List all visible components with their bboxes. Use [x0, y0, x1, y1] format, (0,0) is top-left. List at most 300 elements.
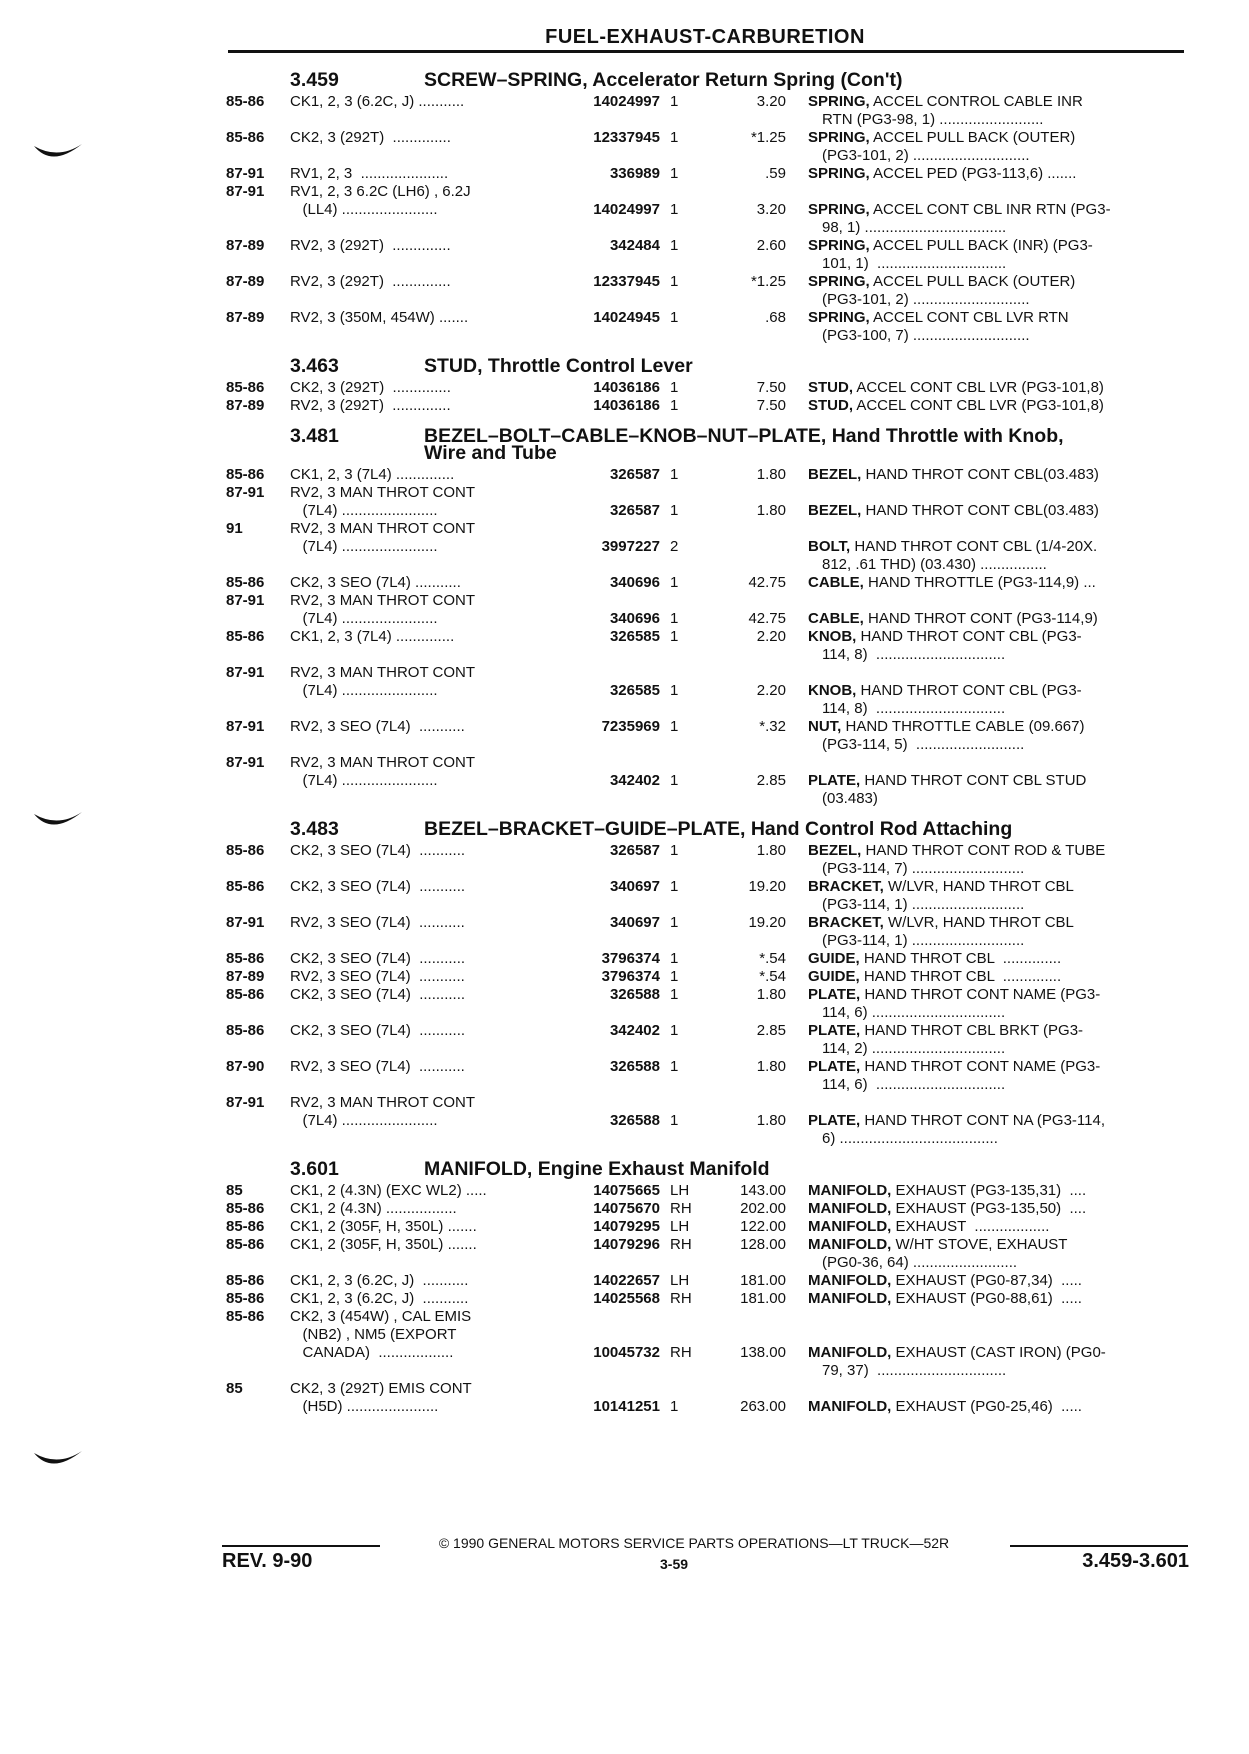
application: RV2, 3 SEO (7L4) ...........: [290, 718, 465, 735]
description-line-1: PLATE, HAND THROT CONT NA (PG3-114,: [808, 1112, 1106, 1129]
description-line-2: RTN (PG3-98, 1) .........................: [822, 111, 1044, 128]
parts-row: [226, 1200, 1186, 1218]
description-line-1: PLATE, HAND THROT CBL BRKT (PG3-: [808, 1022, 1084, 1039]
section-title: STUD, Throttle Control Lever: [424, 355, 693, 377]
description-line-1: KNOB, HAND THROT CONT CBL (PG3-: [808, 628, 1082, 645]
part-number: 342402: [609, 1022, 660, 1039]
parts-row: [226, 201, 1186, 237]
price: 42.75: [748, 574, 786, 591]
parts-row: [226, 466, 1186, 484]
price: 1.80: [756, 1058, 786, 1075]
description-line-1: MANIFOLD, W/HT STOVE, EXHAUST: [808, 1236, 1068, 1253]
description-line-1: SPRING, ACCEL PED (PG3-113,6) .......: [808, 165, 1077, 182]
quantity: RH: [670, 1344, 692, 1361]
section-heading: [226, 819, 1186, 840]
description-line-1: GUIDE, HAND THROT CBL ..............: [808, 968, 1062, 985]
parts-row: [226, 718, 1186, 754]
quantity: RH: [670, 1200, 692, 1217]
part-number: 14036186: [593, 397, 660, 414]
description: [786, 1326, 1166, 1344]
model-years: [226, 1344, 290, 1380]
quantity: 1: [670, 165, 679, 182]
price: 181.00: [740, 1290, 786, 1307]
price: [698, 1308, 786, 1326]
part-number: 326585: [609, 682, 660, 699]
model-years: 91: [226, 520, 243, 537]
description-line-1: BOLT, HAND THROT CONT CBL (1/4-20X.: [808, 538, 1098, 555]
model-years: 85-86: [226, 379, 265, 396]
quantity: 1: [670, 397, 679, 414]
section-title: BEZEL–BOLT–CABLE–KNOB–NUT–PLATE, Hand Throttle with Knob,: [424, 425, 1064, 447]
quantity: 1: [670, 1058, 679, 1075]
quantity: [660, 1308, 698, 1326]
parts-row: [226, 664, 1186, 682]
section-spacer: [292, 443, 348, 464]
model-years: 85-86: [226, 1218, 265, 1235]
price: 1.80: [756, 1112, 786, 1129]
part-number: 336989: [609, 165, 660, 182]
description: [786, 1380, 1166, 1398]
part-number: 14079295: [593, 1218, 660, 1235]
parts-row: [226, 129, 1186, 165]
part-number: 326587: [609, 466, 660, 483]
quantity: 1: [670, 574, 679, 591]
application: RV2, 3 (292T) ..............: [290, 273, 451, 290]
description-line-2: (PG0-36, 64) .........................: [822, 1254, 1018, 1271]
quantity: 1: [670, 842, 679, 859]
application: RV1, 2, 3 6.2C (LH6) , 6.2J: [290, 183, 471, 200]
description-line-1: GUIDE, HAND THROT CBL ..............: [808, 950, 1062, 967]
price: 1.80: [756, 502, 786, 519]
parts-row: [226, 1380, 1186, 1398]
part-number: [560, 754, 660, 772]
parts-row: [226, 1112, 1186, 1148]
part-number: 326587: [609, 842, 660, 859]
parts-row: [226, 914, 1186, 950]
application: (7L4) .......................: [290, 1112, 438, 1129]
quantity: 1: [670, 628, 679, 645]
parts-row: [226, 574, 1186, 592]
parts-row: [226, 842, 1186, 878]
parts-row: [226, 628, 1186, 664]
price: [698, 754, 786, 772]
model-years: 85-86: [226, 1308, 265, 1325]
section-number: 3.463: [290, 355, 339, 377]
model-years: 85-86: [226, 628, 265, 645]
quantity: 1: [670, 93, 679, 110]
binder-hole-mark: [32, 140, 84, 166]
section-gap: [226, 1148, 1186, 1155]
application: RV2, 3 MAN THROT CONT: [290, 664, 476, 681]
part-number: 14024997: [593, 93, 660, 110]
description: [786, 1022, 1166, 1058]
part-number: 14075670: [593, 1200, 660, 1217]
parts-row: [226, 1022, 1186, 1058]
part-number: 342402: [609, 772, 660, 789]
parts-row: [226, 484, 1186, 502]
model-years: 85-86: [226, 1022, 265, 1039]
price: 2.20: [756, 628, 786, 645]
part-number: [560, 520, 660, 538]
model-years: 87-89: [226, 273, 265, 290]
model-years: 85-86: [226, 986, 265, 1003]
price: 1.80: [756, 986, 786, 1003]
quantity: 1: [670, 273, 679, 290]
description: [786, 1272, 1166, 1290]
description: [786, 1344, 1166, 1380]
model-years: 87-91: [226, 183, 265, 200]
price: [698, 520, 786, 538]
application: CK1, 2 (305F, H, 350L) .......: [290, 1218, 477, 1235]
application: RV2, 3 MAN THROT CONT: [290, 754, 476, 771]
description-line-2: (PG3-114, 7) ...........................: [822, 860, 1025, 877]
description: [786, 1218, 1166, 1236]
application: CK1, 2 (4.3N) .................: [290, 1200, 457, 1217]
description: [786, 772, 1166, 808]
description-line-1: MANIFOLD, EXHAUST (PG0-88,61) .....: [808, 1290, 1082, 1307]
description-line-1: SPRING, ACCEL PULL BACK (OUTER): [808, 129, 1076, 146]
model-years: [226, 772, 290, 808]
parts-row: [226, 1094, 1186, 1112]
model-years: 87-89: [226, 237, 265, 254]
description: [786, 201, 1166, 237]
quantity: 1: [670, 1398, 679, 1415]
model-years: 87-91: [226, 592, 265, 609]
parts-row: [226, 1326, 1186, 1344]
section-gap: [226, 1416, 1186, 1423]
price: [698, 183, 786, 201]
parts-row: [226, 1344, 1186, 1380]
part-number: 326588: [609, 986, 660, 1003]
description: [786, 1308, 1166, 1326]
parts-row: [226, 93, 1186, 129]
quantity: LH: [670, 1272, 690, 1289]
part-number: [560, 183, 660, 201]
description-line-1: MANIFOLD, EXHAUST (PG0-87,34) .....: [808, 1272, 1082, 1289]
description: [786, 986, 1166, 1022]
price: 19.20: [748, 878, 786, 895]
part-number: [560, 484, 660, 502]
part-number: [560, 1380, 660, 1398]
section-number: 3.601: [290, 1158, 339, 1180]
parts-row: [226, 968, 1186, 986]
model-years: 85-86: [226, 1200, 265, 1217]
application: CK2, 3 SEO (7L4) ...........: [290, 986, 466, 1003]
application: CK1, 2, 3 (7L4) ..............: [290, 628, 455, 645]
part-number: 14079296: [593, 1236, 660, 1253]
description: [786, 309, 1166, 345]
parts-row: [226, 950, 1186, 968]
footer-copyright: © 1990 GENERAL MOTORS SERVICE PARTS OPERATIONS—LT TRUCK—52R: [438, 1535, 950, 1551]
part-number: 14075665: [593, 1182, 660, 1199]
section-spacer: [292, 1159, 348, 1180]
description: [786, 1058, 1166, 1094]
section-gap: [226, 808, 1186, 815]
price: .59: [765, 165, 786, 182]
parts-row: [226, 309, 1186, 345]
quantity: [660, 484, 698, 502]
model-years: 87-91: [226, 914, 265, 931]
model-years: 87-90: [226, 1058, 265, 1075]
quantity: 1: [670, 682, 679, 699]
application: CK1, 2, 3 (6.2C, J) ...........: [290, 1290, 469, 1307]
application: CK2, 3 SEO (7L4) ...........: [290, 950, 466, 967]
model-years: [226, 538, 290, 574]
description-line-2: (PG3-114, 5) ..........................: [822, 736, 1025, 753]
description: [786, 93, 1166, 129]
description-line-2: (PG3-114, 1) ...........................: [822, 896, 1025, 913]
section-number-blank: [226, 443, 292, 464]
description: [786, 484, 1166, 502]
description-line-2: (PG3-100, 7) ............................: [822, 327, 1030, 344]
model-years: 87-91: [226, 754, 265, 771]
application: RV2, 3 (292T) ..............: [290, 237, 451, 254]
quantity: 1: [670, 502, 679, 519]
application: (7L4) .......................: [290, 772, 438, 789]
part-number: 14022657: [593, 1272, 660, 1289]
part-number: 14025568: [593, 1290, 660, 1307]
description-line-2: (03.483): [822, 790, 878, 807]
section-spacer: [292, 356, 348, 377]
application: RV2, 3 SEO (7L4) ...........: [290, 968, 465, 985]
quantity: 1: [670, 129, 679, 146]
model-years: 85-86: [226, 842, 265, 859]
description: [786, 754, 1166, 772]
section-spacer: [292, 819, 348, 840]
description-line-1: BEZEL, HAND THROT CONT CBL(03.483): [808, 502, 1099, 519]
description: [786, 1290, 1166, 1308]
section-gap: [226, 415, 1186, 422]
part-number: 12337945: [593, 129, 660, 146]
description-line-1: MANIFOLD, EXHAUST (PG0-25,46) .....: [808, 1398, 1082, 1415]
model-years: [226, 1398, 290, 1416]
description-line-1: PLATE, HAND THROT CONT CBL STUD: [808, 772, 1087, 789]
parts-row: [226, 610, 1186, 628]
application: CK1, 2, 3 (6.2C, J) ...........: [290, 1272, 469, 1289]
quantity: [660, 1094, 698, 1112]
part-number: 3796374: [601, 968, 660, 985]
price: 1.80: [756, 466, 786, 483]
application: CK2, 3 SEO (7L4) ...........: [290, 574, 461, 591]
description-line-2: (PG3-101, 2) ............................: [822, 291, 1030, 308]
parts-row: [226, 273, 1186, 309]
model-years: 87-91: [226, 165, 265, 182]
price: 181.00: [740, 1272, 786, 1289]
parts-row: [226, 754, 1186, 772]
quantity: 1: [670, 201, 679, 218]
price: [698, 538, 786, 574]
description-line-1: CABLE, HAND THROTTLE (PG3-114,9) ...: [808, 574, 1096, 591]
description: [786, 592, 1166, 610]
quantity: 2: [670, 538, 679, 555]
description-line-2: 812, .61 THD) (03.430) ................: [822, 556, 1047, 573]
price: 263.00: [740, 1398, 786, 1415]
section-title: SCREW–SPRING, Accelerator Return Spring (Con't): [424, 69, 903, 91]
section-number: 3.481: [290, 425, 339, 447]
model-years: 85-86: [226, 574, 265, 591]
model-years: [226, 201, 290, 237]
description-line-1: MANIFOLD, EXHAUST (PG3-135,31) ....: [808, 1182, 1087, 1199]
description: [786, 183, 1166, 201]
application: CK2, 3 (292T) EMIS CONT: [290, 1380, 472, 1397]
description-line-2: 79, 37) ...............................: [822, 1362, 1007, 1379]
price: [698, 664, 786, 682]
section-title: MANIFOLD, Engine Exhaust Manifold: [424, 1158, 770, 1180]
application: CK2, 3 (292T) ..............: [290, 379, 451, 396]
application: CK2, 3 SEO (7L4) ...........: [290, 878, 466, 895]
description-line-2: 114, 6) ...............................: [822, 1076, 1006, 1093]
model-years: [226, 502, 290, 520]
price: [698, 1326, 786, 1344]
price: 7.50: [756, 397, 786, 414]
description-line-1: MANIFOLD, EXHAUST (CAST IRON) (PG0-: [808, 1344, 1106, 1361]
price: *1.25: [750, 129, 786, 146]
application: CK2, 3 SEO (7L4) ...........: [290, 1022, 466, 1039]
description: [786, 968, 1166, 986]
description: [786, 502, 1166, 520]
parts-row: [226, 1398, 1186, 1416]
part-number: 14036186: [593, 379, 660, 396]
parts-row: [226, 183, 1186, 201]
description: [786, 628, 1166, 664]
part-number: 326585: [609, 628, 660, 645]
description: [786, 129, 1166, 165]
model-years: [226, 1326, 290, 1344]
quantity: 1: [670, 610, 679, 627]
model-years: 85: [226, 1182, 243, 1199]
parts-listing: [226, 66, 1186, 1423]
application: CK1, 2, 3 (6.2C, J) ...........: [290, 93, 465, 110]
model-years: 85-86: [226, 93, 265, 110]
application: RV2, 3 MAN THROT CONT: [290, 592, 476, 609]
description: [786, 610, 1166, 628]
quantity: 1: [670, 878, 679, 895]
model-years: 87-91: [226, 664, 265, 681]
model-years: 85-86: [226, 129, 265, 146]
description-line-1: PLATE, HAND THROT CONT NAME (PG3-: [808, 1058, 1101, 1075]
binder-hole-mark: [32, 808, 84, 834]
price: 202.00: [740, 1200, 786, 1217]
parts-row: [226, 772, 1186, 808]
price: 7.50: [756, 379, 786, 396]
description: [786, 1112, 1166, 1148]
parts-row: [226, 1218, 1186, 1236]
application: RV2, 3 SEO (7L4) ...........: [290, 1058, 465, 1075]
description-line-1: MANIFOLD, EXHAUST ..................: [808, 1218, 1050, 1235]
application: (H5D) ......................: [290, 1398, 439, 1415]
description: [786, 950, 1166, 968]
parts-row: [226, 538, 1186, 574]
application: (7L4) .......................: [290, 502, 438, 519]
footer-rule-right: [1010, 1545, 1188, 1547]
price: 122.00: [740, 1218, 786, 1235]
price: 42.75: [748, 610, 786, 627]
revision-label: REV. 9-90: [222, 1550, 313, 1572]
part-number: 10045732: [593, 1344, 660, 1361]
parts-row: [226, 1058, 1186, 1094]
quantity: 1: [670, 718, 679, 735]
description: [786, 273, 1166, 309]
description: [786, 842, 1166, 878]
model-years: [226, 610, 290, 628]
application: CK2, 3 (454W) , CAL EMIS: [290, 1308, 472, 1325]
part-number: 340697: [609, 878, 660, 895]
description: [786, 1094, 1166, 1112]
quantity: 1: [670, 466, 679, 483]
part-number: 340696: [609, 610, 660, 627]
section-number: 3.483: [290, 818, 339, 840]
description: [786, 1398, 1166, 1416]
parts-row: [226, 237, 1186, 273]
description-line-2: (PG3-101, 2) ............................: [822, 147, 1030, 164]
part-number: [560, 1308, 660, 1326]
application: (LL4) .......................: [290, 201, 438, 218]
application: RV2, 3 MAN THROT CONT: [290, 520, 476, 537]
price: 3.20: [756, 93, 786, 110]
application: CK1, 2 (305F, H, 350L) .......: [290, 1236, 477, 1253]
parts-row: [226, 502, 1186, 520]
application: RV2, 3 (350M, 454W) .......: [290, 309, 469, 326]
page-number: 3-59: [660, 1556, 689, 1572]
description: [786, 466, 1166, 484]
description-line-2: (PG3-114, 1) ...........................: [822, 932, 1025, 949]
section-title-line2: Wire and Tube: [424, 442, 557, 464]
description-line-1: PLATE, HAND THROT CONT NAME (PG3-: [808, 986, 1101, 1003]
application: RV2, 3 MAN THROT CONT: [290, 1094, 476, 1111]
part-number: 342484: [609, 237, 660, 254]
part-number: 10141251: [593, 1398, 660, 1415]
page-title: FUEL-EXHAUST-CARBURETION: [545, 26, 865, 48]
part-number: [560, 1094, 660, 1112]
quantity: LH: [670, 1182, 690, 1199]
model-years: [226, 682, 290, 718]
description-line-1: NUT, HAND THROTTLE CABLE (09.667): [808, 718, 1085, 735]
description: [786, 682, 1166, 718]
quantity: 1: [670, 950, 679, 967]
description-line-1: SPRING, ACCEL CONTROL CABLE INR: [808, 93, 1083, 110]
description: [786, 379, 1166, 397]
price: 2.85: [756, 1022, 786, 1039]
section-gap: [226, 345, 1186, 352]
description-line-1: CABLE, HAND THROT CONT (PG3-114,9): [808, 610, 1098, 627]
quantity: [660, 183, 698, 201]
part-number: 3997227: [601, 538, 660, 555]
price: [698, 1380, 786, 1398]
description-line-2: 101, 1) ...............................: [822, 255, 1007, 272]
price: 2.20: [756, 682, 786, 699]
quantity: [660, 592, 698, 610]
model-years: 85-86: [226, 466, 265, 483]
part-number: 326588: [609, 1058, 660, 1075]
parts-row: [226, 1182, 1186, 1200]
price: [698, 484, 786, 502]
price: 128.00: [740, 1236, 786, 1253]
parts-row: [226, 682, 1186, 718]
part-number: 340696: [609, 574, 660, 591]
quantity: [660, 520, 698, 538]
description: [786, 1182, 1166, 1200]
description-line-1: SPRING, ACCEL PULL BACK (INR) (PG3-: [808, 237, 1093, 254]
description: [786, 538, 1166, 574]
application: (7L4) .......................: [290, 682, 438, 699]
model-years: 85: [226, 1380, 243, 1397]
model-years: [226, 1112, 290, 1148]
description-line-1: MANIFOLD, EXHAUST (PG3-135,50) ....: [808, 1200, 1087, 1217]
model-years: 85-86: [226, 1272, 265, 1289]
description: [786, 237, 1166, 273]
part-number: 340697: [609, 914, 660, 931]
part-number: 326588: [609, 1112, 660, 1129]
